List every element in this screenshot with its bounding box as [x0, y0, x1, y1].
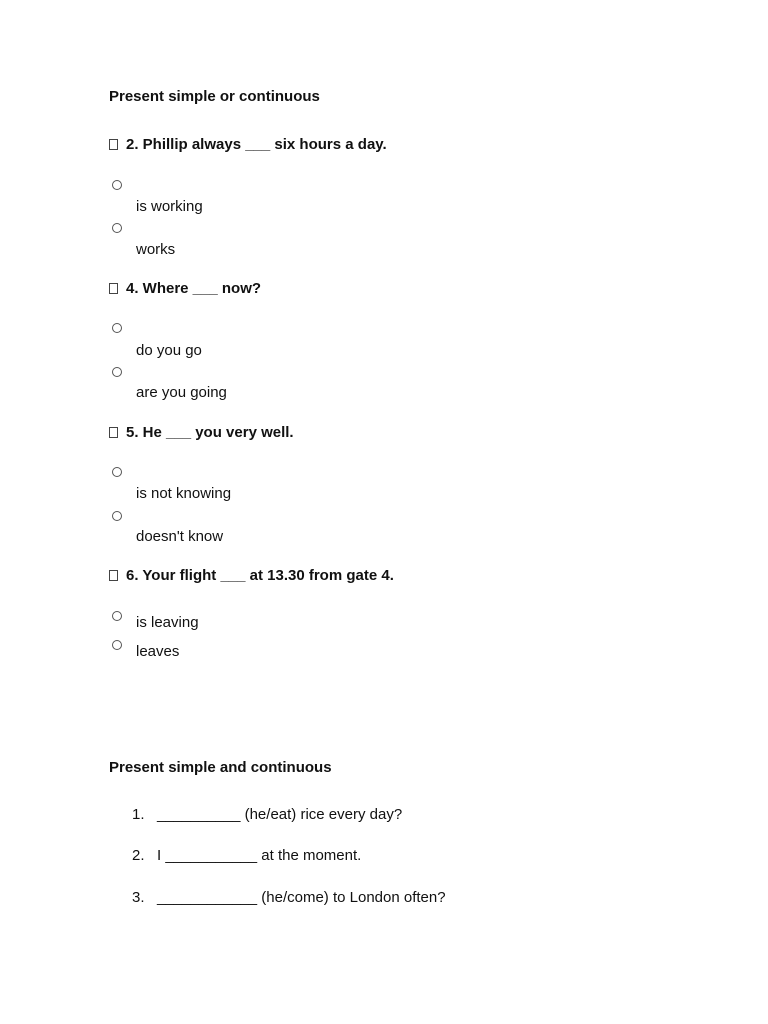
- option-label: do you go: [136, 342, 202, 359]
- checkbox-icon: [109, 283, 118, 294]
- checkbox-icon: [109, 427, 118, 438]
- radio-option-2a[interactable]: [112, 323, 122, 333]
- exercise-item: ____________ (he/come) to London often?: [157, 889, 446, 906]
- checkbox-icon: [109, 139, 118, 150]
- radio-option-4b[interactable]: [112, 640, 122, 650]
- radio-option-4a[interactable]: [112, 611, 122, 621]
- option-label: is working: [136, 198, 203, 215]
- question-text: 2. Phillip always ___ six hours a day.: [126, 136, 387, 153]
- exercise-item: I ___________ at the moment.: [157, 847, 362, 864]
- radio-option-1a[interactable]: [112, 180, 122, 190]
- question-text: 6. Your flight ___ at 13.30 from gate 4.: [126, 567, 394, 584]
- radio-option-3a[interactable]: [112, 467, 122, 477]
- radio-option-2b[interactable]: [112, 367, 122, 377]
- list-number: 2.: [132, 847, 145, 864]
- exercise-item: __________ (he/eat) rice every day?: [157, 806, 403, 823]
- option-label: are you going: [136, 384, 227, 401]
- option-label: is leaving: [136, 614, 199, 631]
- question-3: [109, 424, 294, 441]
- question-text: 4. Where ___ now?: [126, 280, 262, 297]
- radio-option-3b[interactable]: [112, 511, 122, 521]
- section-title: Present simple and continuous: [109, 759, 332, 776]
- list-number: 1.: [132, 806, 145, 823]
- radio-option-1b[interactable]: [112, 223, 122, 233]
- option-label: leaves: [136, 643, 180, 660]
- question-1: [109, 136, 387, 153]
- question-2: [109, 280, 261, 297]
- option-label: doesn't know: [136, 528, 224, 545]
- question-text: 5. He ___ you very well.: [126, 424, 294, 441]
- option-label: is not knowing: [136, 485, 232, 502]
- option-label: works: [136, 241, 176, 258]
- question-4: [109, 567, 394, 584]
- list-number: 3.: [132, 889, 145, 906]
- checkbox-icon: [109, 570, 118, 581]
- section-title: Present simple or continuous: [109, 88, 320, 105]
